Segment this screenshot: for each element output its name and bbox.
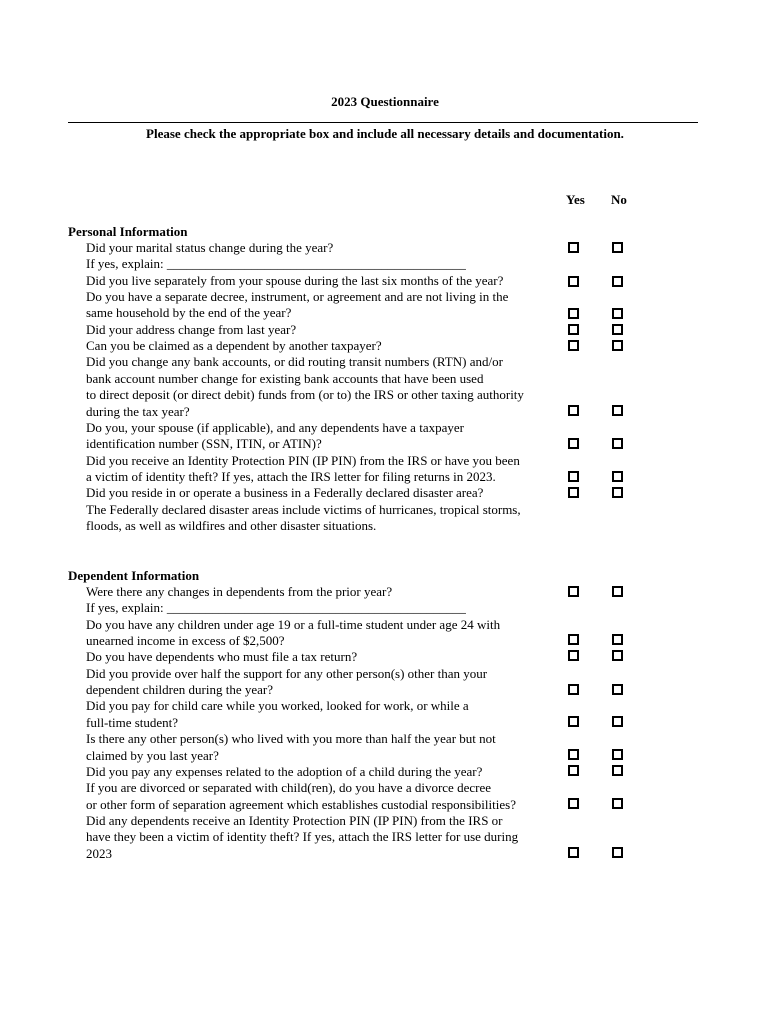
question-line: Did you receive an Identity Protection PIN (IP PIN) from the IRS or have you been — [86, 452, 520, 468]
question-line: Did you change any bank accounts, or did routing transit numbers (RTN) and/or — [86, 354, 503, 370]
question-line: claimed by you last year? — [86, 747, 219, 763]
question-line: floods, as well as wildfires and other disaster situations. — [86, 517, 377, 533]
yes-checkbox[interactable] — [568, 276, 579, 287]
question-line: If you are divorced or separated with child(ren), do you have a divorce decree — [86, 780, 491, 796]
question-line: same household by the end of the year? — [86, 305, 292, 321]
question-line: Do you have a separate decree, instrument, or agreement and are not living in the — [86, 289, 509, 305]
no-checkbox[interactable] — [612, 405, 623, 416]
no-checkbox[interactable] — [612, 765, 623, 776]
yes-checkbox[interactable] — [568, 634, 579, 645]
yes-checkbox[interactable] — [568, 340, 579, 351]
yes-checkbox[interactable] — [568, 242, 579, 253]
question-line: Did you provide over half the support for any other person(s) other than your — [86, 665, 488, 681]
yes-checkbox[interactable] — [568, 847, 579, 858]
question-line: Can you be claimed as a dependent by another taxpayer? — [86, 338, 382, 354]
question-line: Did you reside in or operate a business in a Federally declared disaster area? — [86, 485, 484, 501]
no-checkbox[interactable] — [612, 242, 623, 253]
no-checkbox[interactable] — [612, 650, 623, 661]
question-line: If yes, explain: ______________________________________________ — [86, 256, 466, 272]
no-column-header: No — [611, 192, 627, 207]
yes-checkbox[interactable] — [568, 650, 579, 661]
question-line: to direct deposit (or direct debit) funds from (or to) the IRS or other taxing authority — [86, 387, 524, 403]
yes-column-header: Yes — [566, 192, 585, 207]
question-line: Did you pay for child care while you worked, looked for work, or while a — [86, 698, 469, 714]
question-line: If yes, explain: ______________________________________________ — [86, 600, 466, 616]
no-checkbox[interactable] — [612, 716, 623, 727]
yes-checkbox[interactable] — [568, 716, 579, 727]
yes-checkbox[interactable] — [568, 765, 579, 776]
question-line: Do you have any children under age 19 or a full-time student under age 24 with — [86, 616, 501, 632]
no-checkbox[interactable] — [612, 749, 623, 760]
question-line: Did your address change from last year? — [86, 321, 297, 337]
yes-checkbox[interactable] — [568, 438, 579, 449]
question-line: Did any dependents receive an Identity Protection PIN (IP PIN) from the IRS or — [86, 812, 503, 828]
question-line: bank account number change for existing bank accounts that have been used — [86, 370, 484, 386]
no-checkbox[interactable] — [612, 487, 623, 498]
question-line: a victim of identity theft? If yes, attach the IRS letter for filing returns in 2023. — [86, 468, 496, 484]
question-line: full-time student? — [86, 714, 179, 730]
no-checkbox[interactable] — [612, 438, 623, 449]
question-line: The Federally declared disaster areas include victims of hurricanes, tropical storms, — [86, 501, 521, 517]
personal-section-title: Personal Information — [68, 224, 188, 239]
no-checkbox[interactable] — [612, 634, 623, 645]
question-line: Did you pay any expenses related to the adoption of a child during the year? — [86, 763, 483, 779]
no-checkbox[interactable] — [612, 340, 623, 351]
question-line: have they been a victim of identity theft? If yes, attach the IRS letter for use during — [86, 829, 519, 845]
no-checkbox[interactable] — [612, 276, 623, 287]
dependent-section-title: Dependent Information — [68, 568, 200, 583]
yes-checkbox[interactable] — [568, 798, 579, 809]
yes-checkbox[interactable] — [568, 471, 579, 482]
question-line: Is there any other person(s) who lived with you more than half the year but not — [86, 731, 496, 747]
question-line: or other form of separation agreement which establishes custodial responsibilities? — [86, 796, 516, 812]
question-line: identification number (SSN, ITIN, or ATIN)? — [86, 436, 322, 452]
no-checkbox[interactable] — [612, 324, 623, 335]
yes-checkbox[interactable] — [568, 684, 579, 695]
no-checkbox[interactable] — [612, 798, 623, 809]
yes-checkbox[interactable] — [568, 487, 579, 498]
question-line: Were there any changes in dependents from the prior year? — [86, 584, 393, 599]
yes-checkbox[interactable] — [568, 749, 579, 760]
question-line: during the tax year? — [86, 403, 190, 419]
no-checkbox[interactable] — [612, 471, 623, 482]
no-checkbox[interactable] — [612, 684, 623, 695]
question-line: unearned income in excess of $2,500? — [86, 633, 285, 649]
yes-checkbox[interactable] — [568, 308, 579, 319]
yes-checkbox[interactable] — [568, 324, 579, 335]
question-line: dependent children during the year? — [86, 682, 273, 698]
no-checkbox[interactable] — [612, 586, 623, 597]
instructions: Please check the appropriate box and include all necessary details and documentation. — [146, 126, 624, 141]
question-line: Do you have dependents who must file a tax return? — [86, 649, 358, 665]
question-line: Did you live separately from your spouse during the last six months of the year? — [86, 272, 504, 288]
question-line: 2023 — [86, 845, 112, 861]
title-divider — [68, 122, 698, 123]
no-checkbox[interactable] — [612, 847, 623, 858]
page-title: 2023 Questionnaire — [331, 94, 439, 109]
question-line: Do you, your spouse (if applicable), and any dependents have a taxpayer — [86, 419, 464, 435]
yes-checkbox[interactable] — [568, 586, 579, 597]
question-line: Did your marital status change during the year? — [86, 240, 334, 255]
yes-checkbox[interactable] — [568, 405, 579, 416]
no-checkbox[interactable] — [612, 308, 623, 319]
